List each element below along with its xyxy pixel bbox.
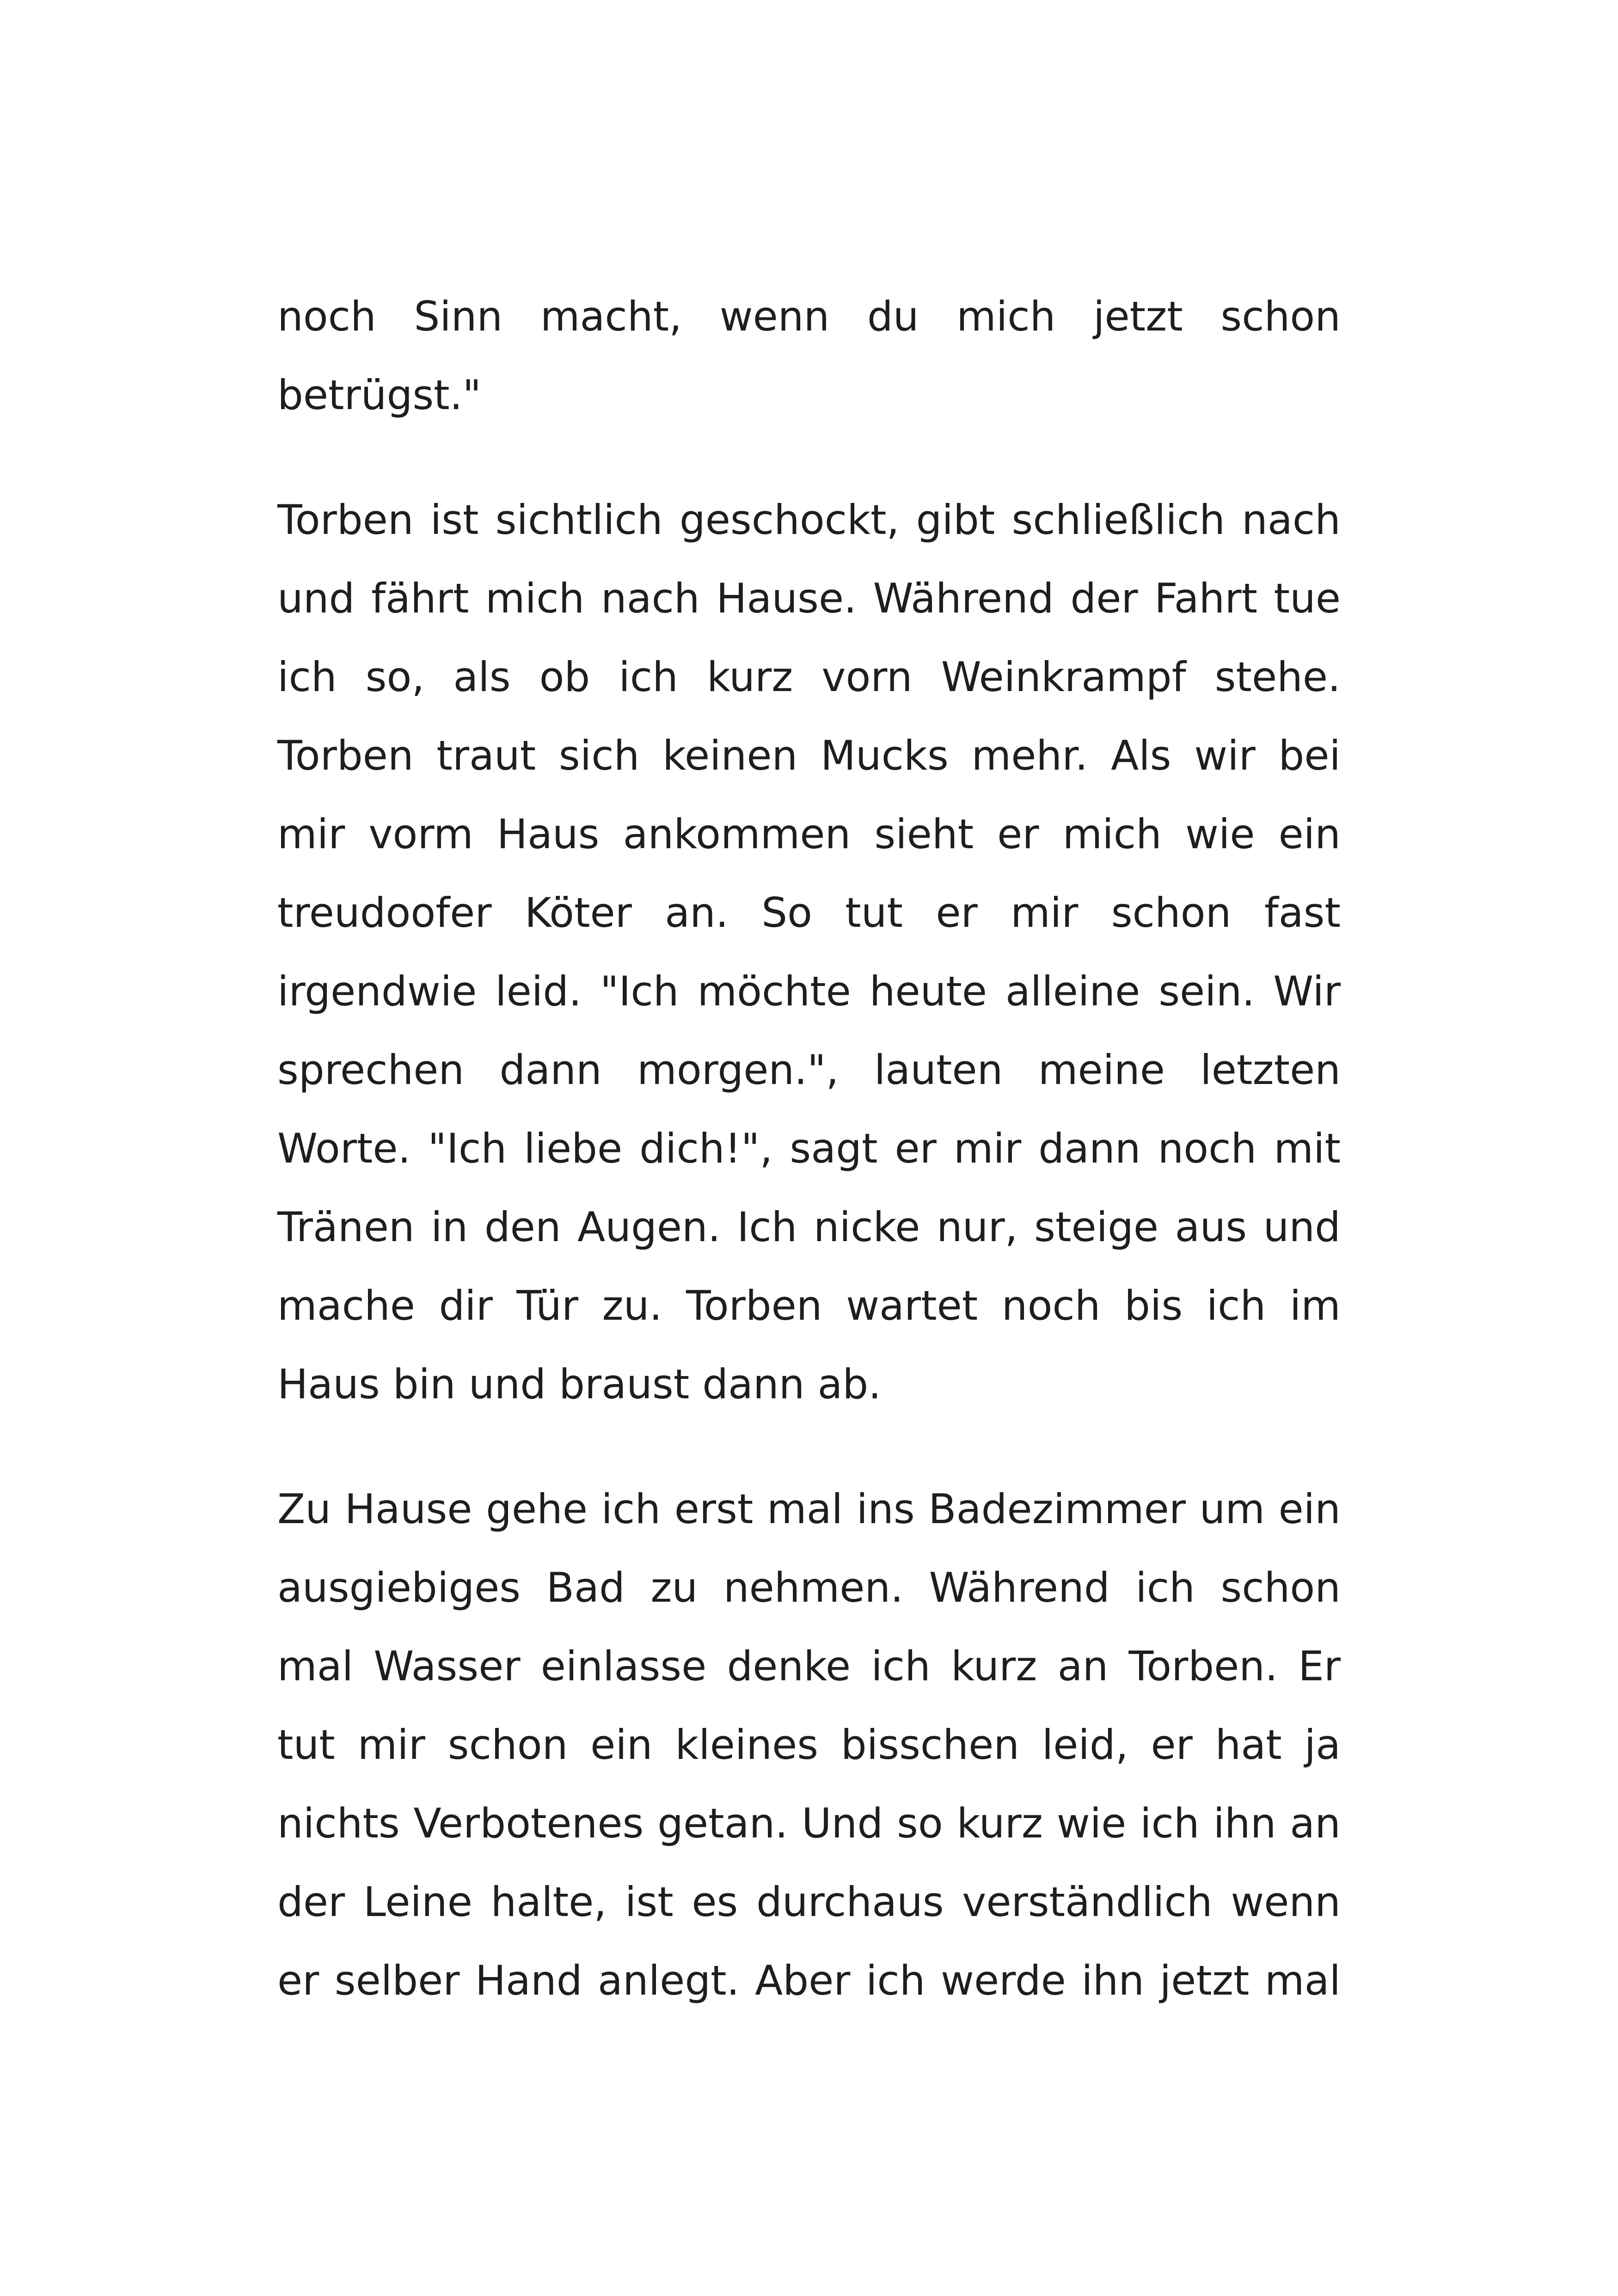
paragraph-3: Zu Hause gehe ich erst mal ins Badezimmer um ein ausgiebiges Bad zu nehmen. Während ich schon mal Wasser einlasse denke ich kurz an Torben. Er tut mir schon ein kleines bisschen leid, er hat ja nichts Verbotenes getan. Und so kurz wie ich ihn an der Leine halte, ist es durchaus verständlich wenn er selber Hand anlegt. Aber ich werde ihn jetzt mal: [277, 1485, 1341, 2004]
paragraph-2: Torben ist sichtlich geschockt, gibt schließlich nach und fährt mich nach Hause. Während der Fahrt tue ich so, als ob ich kurz vorn Weinkrampf stehe. Torben traut sich keinen Mucks mehr. Als wir bei mir vorm Haus ankommen sieht er mich wie ein treudoofer Köter an. So tut er mir schon fast irgendwie leid. "Ich möchte heute alleine sein. Wir sprechen dann morgen.", lauten meine letzten Worte. "Ich liebe dich!", sagt er mir dann noch mit Tränen in den Augen. Ich nicke nur, steige aus und mache dir Tür zu. Torben wartet noch bis ich im Haus bin und braust dann ab.: [277, 496, 1341, 1408]
text-column: [277, 277, 1341, 2066]
paragraph-1: noch Sinn macht, wenn du mich jetzt schon betrügst.": [277, 293, 1341, 419]
